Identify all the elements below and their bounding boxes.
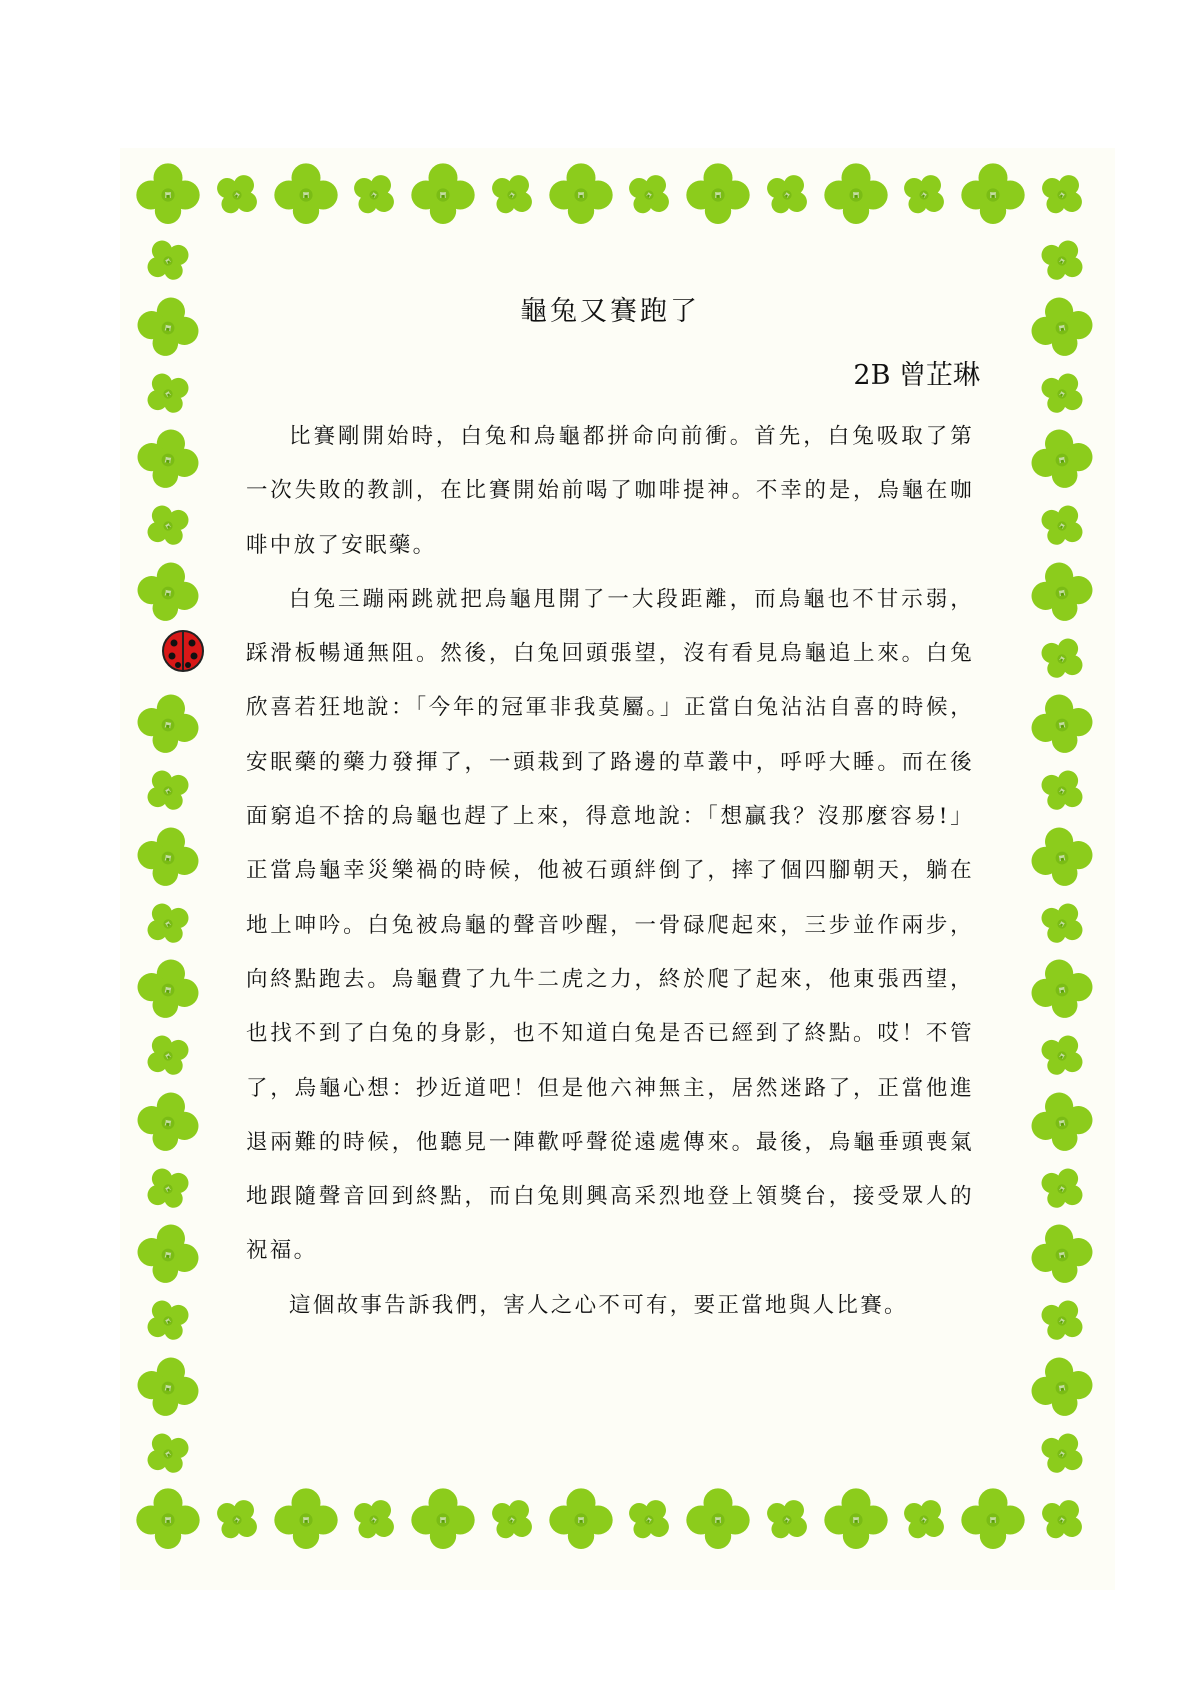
four-leaf-clover-icon <box>136 826 200 890</box>
four-leaf-clover-icon <box>1039 1431 1085 1477</box>
four-leaf-clover-icon <box>136 1356 200 1420</box>
four-leaf-clover-icon <box>145 901 191 947</box>
four-leaf-clover-icon <box>548 162 614 228</box>
four-leaf-clover-icon <box>1030 1091 1094 1155</box>
four-leaf-clover-icon <box>410 162 476 228</box>
four-leaf-clover-icon <box>145 1298 191 1344</box>
paragraph-1: 比賽剛開始時，白兔和烏龜都拼命向前衝。首先，白兔吸取了第一次失敗的教訓，在比賽開始前喝了咖啡提神。不幸的是，烏龜在咖啡中放了安眠藥。 <box>246 424 974 558</box>
four-leaf-clover-icon <box>1030 296 1094 360</box>
four-leaf-clover-icon <box>823 1487 889 1553</box>
four-leaf-clover-icon <box>901 172 947 218</box>
four-leaf-clover-icon <box>351 1497 397 1543</box>
ladybug-icon <box>160 628 206 674</box>
four-leaf-clover-icon <box>1039 238 1085 284</box>
four-leaf-clover-icon <box>1039 1166 1085 1212</box>
four-leaf-clover-icon <box>1039 1033 1085 1079</box>
four-leaf-clover-icon <box>1030 561 1094 625</box>
four-leaf-clover-icon <box>136 561 200 625</box>
four-leaf-clover-icon <box>136 1091 200 1155</box>
four-leaf-clover-icon <box>1039 371 1085 417</box>
four-leaf-clover-icon <box>685 1487 751 1553</box>
four-leaf-clover-icon <box>145 1166 191 1212</box>
four-leaf-clover-icon <box>135 1487 201 1553</box>
four-leaf-clover-icon <box>136 296 200 360</box>
four-leaf-clover-icon <box>273 162 339 228</box>
four-leaf-clover-icon <box>1030 826 1094 890</box>
four-leaf-clover-icon <box>960 162 1026 228</box>
four-leaf-clover-icon <box>626 1497 672 1543</box>
paragraph-2: 白兔三蹦兩跳就把烏龜甩開了一大段距離，而烏龜也不甘示弱，踩滑板暢通無阻。然後，白兔回頭張望，沒有看見烏龜追上來。白兔欣喜若狂地說：「今年的冠軍非我莫屬。」正當白兔沾沾自喜的時候，安眠藥的藥力發揮了，一頭栽到了路邊的草叢中，呼呼大睡。而在後面窮追不捨的烏龜也趕了上來，得意地說：「想贏我？沒那麼容易!」正當烏龜幸災樂禍的時候，他被石頭絆倒了，摔了個四腳朝天，躺在地上呻吟。白兔被烏龜的聲音吵醒，一骨碌爬起來，三步並作兩步，向終點跑去。烏龜費了九牛二虎之力，終於爬了起來，他東張西望，也找不到了白兔的身影，也不知道白兔是否已經到了終點。哎！不管了，烏龜心想：抄近道吧！但是他六神無主，居然迷路了，正當他進退兩難的時候，他聽見一陣歡呼聲從遠處傳來。最後，烏龜垂頭喪氣地跟隨聲音回到終點，而白兔則興高采烈地登上領獎台，接受眾人的祝福。 <box>246 586 974 1264</box>
four-leaf-clover-icon <box>1039 1298 1085 1344</box>
paragraph-3: 這個故事告訴我們，害人之心不可有，要正當地與人比賽。 <box>289 1292 908 1318</box>
story-body <box>246 410 974 1333</box>
four-leaf-clover-icon <box>351 172 397 218</box>
four-leaf-clover-icon <box>145 503 191 549</box>
four-leaf-clover-icon <box>1030 1356 1094 1420</box>
four-leaf-clover-icon <box>410 1487 476 1553</box>
document-content <box>246 260 980 1360</box>
four-leaf-clover-icon <box>145 1431 191 1477</box>
four-leaf-clover-icon <box>489 1497 535 1543</box>
four-leaf-clover-icon <box>548 1487 614 1553</box>
four-leaf-clover-icon <box>136 1223 200 1287</box>
four-leaf-clover-icon <box>1039 768 1085 814</box>
four-leaf-clover-icon <box>1030 428 1094 492</box>
four-leaf-clover-icon <box>136 428 200 492</box>
four-leaf-clover-icon <box>135 162 201 228</box>
four-leaf-clover-icon <box>145 768 191 814</box>
four-leaf-clover-icon <box>1030 1223 1094 1287</box>
four-leaf-clover-icon <box>1030 693 1094 757</box>
four-leaf-clover-icon <box>1039 172 1085 218</box>
four-leaf-clover-icon <box>626 172 672 218</box>
four-leaf-clover-icon <box>1039 636 1085 682</box>
four-leaf-clover-icon <box>1039 901 1085 947</box>
four-leaf-clover-icon <box>214 172 260 218</box>
four-leaf-clover-icon <box>823 162 889 228</box>
document-title: 龜兔又賽跑了 <box>520 296 700 327</box>
four-leaf-clover-icon <box>1030 958 1094 1022</box>
four-leaf-clover-icon <box>136 958 200 1022</box>
four-leaf-clover-icon <box>1039 503 1085 549</box>
four-leaf-clover-icon <box>685 162 751 228</box>
four-leaf-clover-icon <box>145 1033 191 1079</box>
four-leaf-clover-icon <box>214 1497 260 1543</box>
four-leaf-clover-icon <box>489 172 535 218</box>
four-leaf-clover-icon <box>1039 1497 1085 1543</box>
author-line: 2B 曾芷琳 <box>853 360 980 391</box>
four-leaf-clover-icon <box>136 693 200 757</box>
four-leaf-clover-icon <box>273 1487 339 1553</box>
four-leaf-clover-icon <box>764 172 810 218</box>
four-leaf-clover-icon <box>145 238 191 284</box>
four-leaf-clover-icon <box>901 1497 947 1543</box>
four-leaf-clover-icon <box>960 1487 1026 1553</box>
four-leaf-clover-icon <box>145 371 191 417</box>
four-leaf-clover-icon <box>764 1497 810 1543</box>
